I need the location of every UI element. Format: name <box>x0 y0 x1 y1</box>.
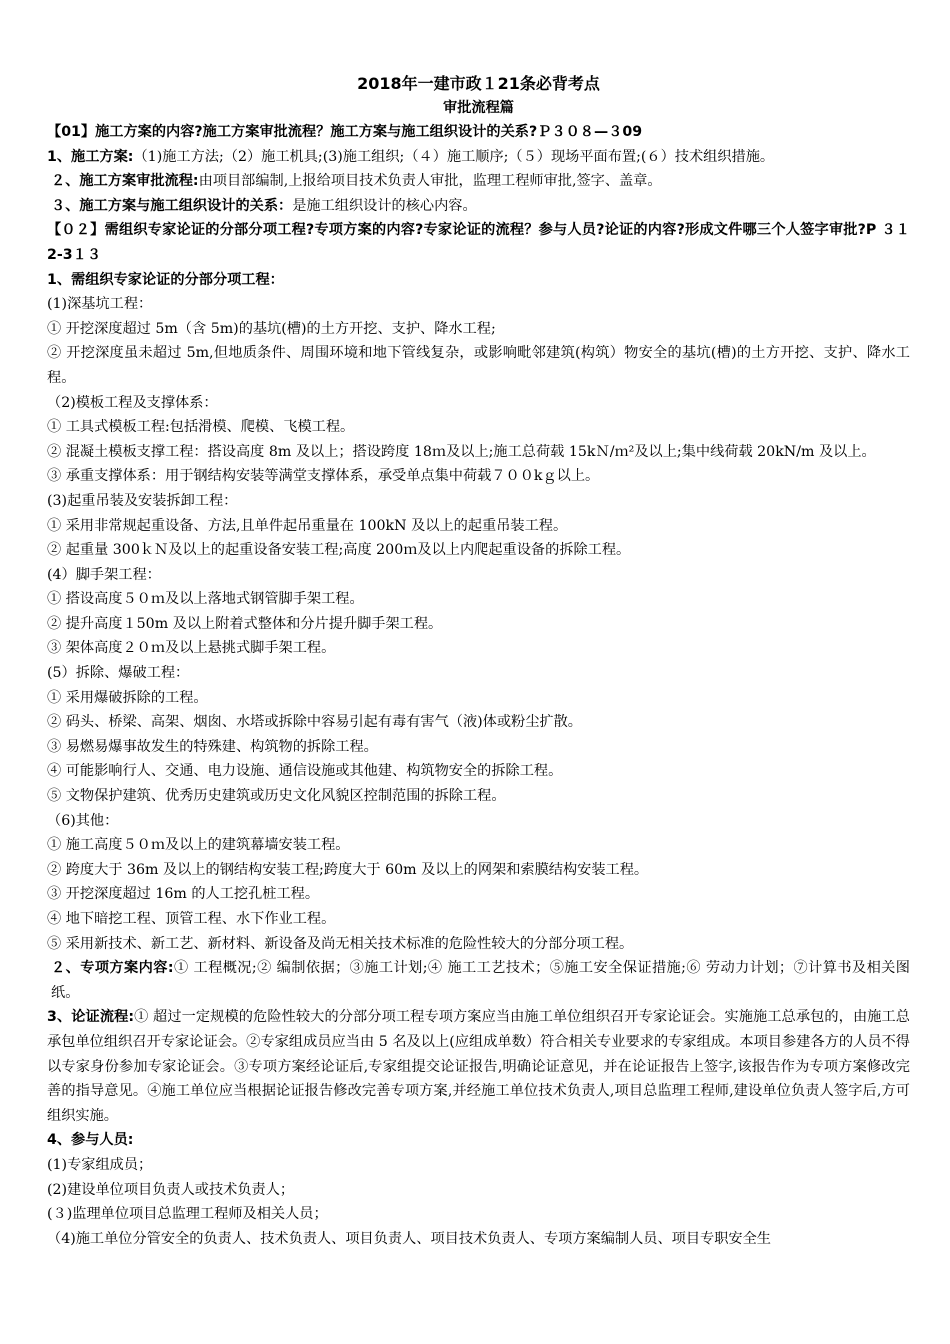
list-item: ② 码头、桥梁、高架、烟囱、水塔或拆除中容易引起有毒有害气（液)体或粉尘扩散。 <box>47 714 582 731</box>
list-item: ③ 架体高度２０ｍ及以上悬挑式脚手架工程。 <box>47 640 336 657</box>
list-item: (３)监理单位项目总监理工程师及相关人员； <box>47 1206 328 1223</box>
list-item: ② 提升高度１50m 及以上附着式整体和分片提升脚手架工程。 <box>47 615 443 632</box>
list-item: (1)专家组成员； <box>47 1156 153 1173</box>
list-item: ④ 可能影响行人、交通、电力设施、通信设施或其他建、构筑物安全的拆除工程。 <box>47 763 563 780</box>
group-4: (4）脚手架工程： <box>47 566 161 583</box>
group-6: （6)其他： <box>47 812 119 829</box>
document-subtitle: 审批流程篇 <box>443 100 514 116</box>
document-title: 2018年一建市政１21条必背考点 <box>357 74 600 93</box>
section-2 <box>47 956 910 1005</box>
question-02: 【０２】需组织专家论证的分部分项工程?专项方案的内容?专家论证的流程？参与人员?论证的内容?形成文件哪三个人签字审批?P ３１2-3１３ <box>47 222 910 263</box>
list-item: ③ 易燃易爆事故发生的特殊建、构筑物的拆除工程。 <box>47 738 378 755</box>
list-item: ② 开挖深度虽未超过 5m,但地质条件、周围环境和地下管线复杂，或影响毗邻建筑(构筑）物安全的基坑(槽)的土方开挖、支护、降水工程。 <box>47 345 910 386</box>
list-item: ② 起重量 300ｋＮ及以上的起重设备安装工程;高度 200ｍ及以上内爬起重设备的拆除工程。 <box>47 542 631 559</box>
section-1-heading: 1、需组织专家论证的分部分项工程： <box>47 271 284 288</box>
list-item: ③ 承重支撑体系：用于钢结构安装等满堂支撑体系，承受单点集中荷载７００kｇ以上。 <box>47 468 600 485</box>
list-item: ④ 地下暗挖工程、顶管工程、水下作业工程。 <box>47 911 336 927</box>
list-item: ⑤ 采用新技术、新工艺、新材料、新设备及尚无相关技术标准的危险性较大的分部分项工程。 <box>47 935 634 952</box>
question-01: 【01】施工方案的内容?施工方案审批流程？施工方案与施工组织设计的关系?Ｐ３０８—３09 <box>47 124 643 140</box>
group-5: (5）拆除、爆破工程： <box>47 665 190 682</box>
paragraph-1-head: 1、施工方案: <box>47 148 134 165</box>
list-item: ③ 开挖深度超过 16m 的人工挖孔桩工程。 <box>47 886 320 903</box>
section-2-text: ① 工程概况;② 编制依据；③施工计划;④ 施工工艺技术；⑤施工安全保证措施;⑥ 劳动力计划；⑦计算书及相关图纸。 <box>51 960 910 1001</box>
list-item: ① 采用爆破拆除的工程。 <box>47 689 208 706</box>
list-item: ⑤ 文物保护建筑、优秀历史建筑或历史文化风貌区控制范围的拆除工程。 <box>47 788 506 805</box>
list-item: ① 工具式模板工程:包括滑模、爬模、飞模工程。 <box>47 419 355 436</box>
list-item: ① 采用非常规起重设备、方法,且单件起吊重量在 100kN 及以上的起重吊装工程。 <box>47 517 568 534</box>
list-item: ② 混凝土模板支撑工程：搭设高度 8m 及以上；搭设跨度 18ｍ及以上;施工总荷载 15kＮ/ｍ²及以上;集中线荷载 20kN/m 及以上。 <box>47 443 876 460</box>
section-3-head: 3、论证流程: <box>47 1009 135 1026</box>
group-1: (1)深基坑工程： <box>47 296 153 313</box>
paragraph-3-head: ３、施工方案与施工组织设计的关系： <box>51 197 293 214</box>
list-item: （4)施工单位分管安全的负责人、技术负责人、项目负责人、项目技术负责人、专项方案编制人员、项目专职安全生 <box>47 1230 771 1247</box>
group-3: (3)起重吊装及安装拆卸工程： <box>47 492 238 509</box>
list-item: ① 开挖深度超过 5m（含 5m)的基坑(槽)的土方开挖、支护、降水工程; <box>47 320 496 337</box>
list-item: ② 跨度大于 36m 及以上的钢结构安装工程;跨度大于 60m 及以上的网架和索膜结构安装工程。 <box>47 861 649 878</box>
group-2: （2)模板工程及支撑体系： <box>47 394 218 411</box>
section-3 <box>47 1005 910 1128</box>
paragraph-1-text: （1)施工方法;（2）施工机具;(3)施工组织;（４）施工顺序;（５）现场平面布置;(６）技术组织措施。 <box>133 148 775 165</box>
list-item: (2)建设单位项目负责人或技术负责人； <box>47 1181 295 1198</box>
section-4-heading: 4、参与人员: <box>47 1132 134 1149</box>
section-3-text: ① 超过一定规模的危险性较大的分部分项工程专项方案应当由施工单位组织召开专家论证会。实施施工总承包的，由施工总承包单位组织召开专家论证会。②专家组成员应当由 5 名及以上(应组成单数）符合相关专业要求的专家组成。本项目参建各方的人员不得以专家身份参加专家论证会。③专项方案经论证后,专家组提交论证报告,明确论证意见，并在论证报告上签字,该报告作为专项方案修改完善的指导意见。④施工单位应当根据论证报告修改完善专项方案,并经施工单位技术负责人,项目总监理工程师,建设单位负责人签字后,方可组织实施。 <box>47 1009 910 1124</box>
list-item: ① 施工高度５０ｍ及以上的建筑幕墙安装工程。 <box>47 837 350 854</box>
paragraph-3-text: 是施工组织设计的核心内容。 <box>292 197 477 214</box>
paragraph-1 <box>47 145 910 170</box>
list-item: ① 搭设高度５０ｍ及以上落地式钢管脚手架工程。 <box>47 591 364 608</box>
paragraph-2-head: ２、施工方案审批流程: <box>51 173 199 190</box>
paragraph-2-text: 由项目部编制,上报给项目技术负责人审批，监理工程师审批,签字、盖章。 <box>198 173 662 190</box>
paragraph-3 <box>47 194 910 219</box>
paragraph-2 <box>47 169 910 194</box>
section-2-head: ２、专项方案内容: <box>51 960 174 977</box>
